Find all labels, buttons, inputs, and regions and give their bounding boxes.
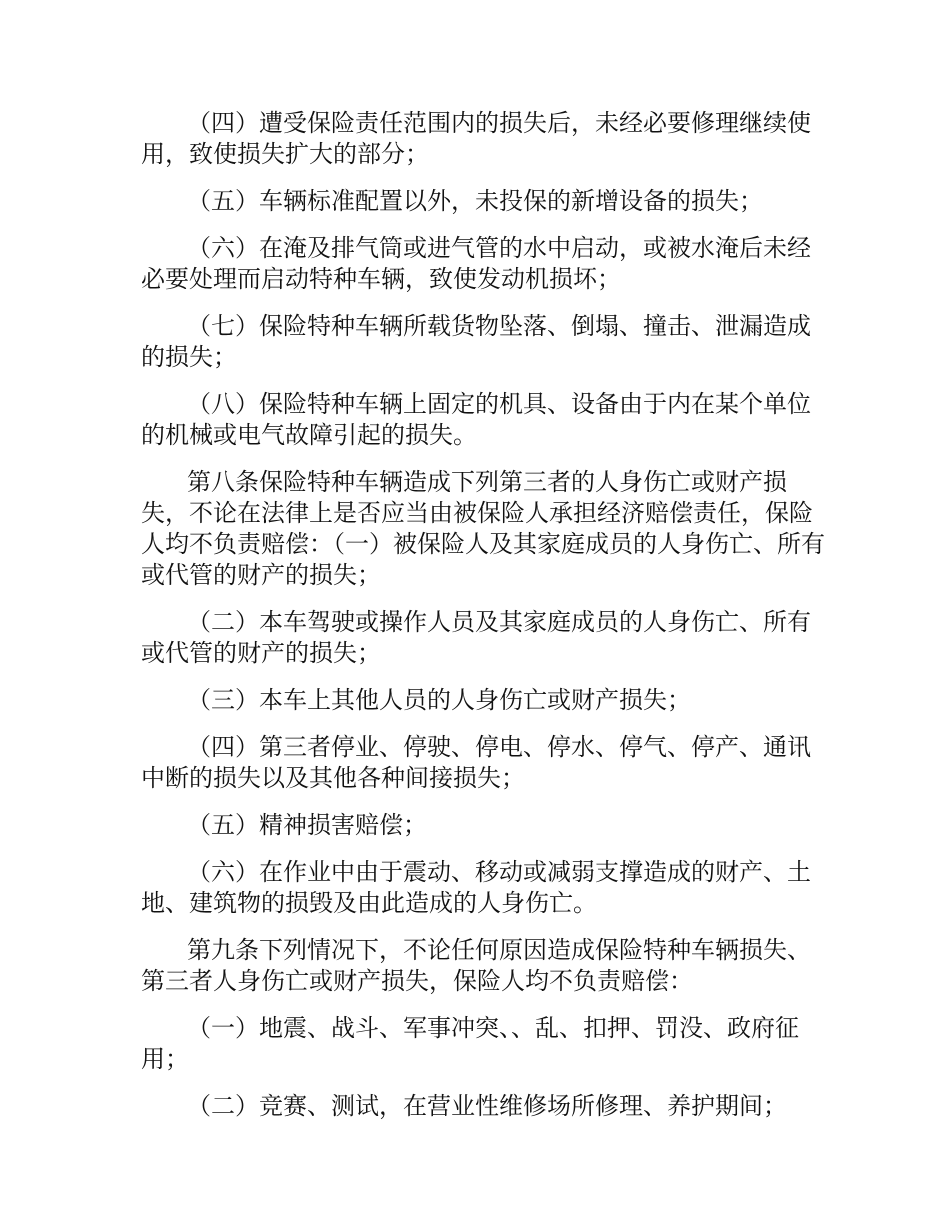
- document-body: [141, 108, 831, 1138]
- paragraph-article-8-item-5: （五）精神损害赔偿；: [187, 811, 427, 839]
- paragraph-article-8-item-4: （四）第三者停业、停驶、停电、停水、停气、停产、通讯中断的损失以及其他各种间接损失；: [141, 733, 811, 792]
- paragraph-article-8-item-3: （三）本车上其他人员的人身伤亡或财产损失；: [187, 686, 691, 714]
- paragraph-article-9: 第九条下列情况下，不论任何原因造成保险特种车辆损失、第三者人身伤亡或财产损失，保险人均不负责赔偿：: [141, 936, 811, 995]
- paragraph-exclusion-4: （四）遭受保险责任范围内的损失后，未经必要修理继续使用，致使损失扩大的部分；: [141, 109, 811, 168]
- paragraph-article-9-item-1: （一）地震、战斗、军事冲突、、乱、扣押、罚没、政府征用；: [141, 1014, 799, 1073]
- paragraph-article-9-item-2: （二）竞赛、测试，在营业性维修场所修理、养护期间；: [187, 1092, 787, 1120]
- paragraph-exclusion-8: （八）保险特种车辆上固定的机具、设备由于内在某个单位的机械或电气故障引起的损失。: [141, 390, 811, 449]
- paragraph-article-8-item-6: （六）在作业中由于震动、移动或减弱支撑造成的财产、土地、建筑物的损毁及由此造成的人身伤亡。: [141, 858, 811, 917]
- paragraph-exclusion-6: （六）在淹及排气筒或进气管的水中启动，或被水淹后未经必要处理而启动特种车辆，致使发动机损坏；: [141, 234, 811, 293]
- paragraph-exclusion-5: （五）车辆标准配置以外，未投保的新增设备的损失；: [187, 187, 763, 215]
- paragraph-exclusion-7: （七）保险特种车辆所载货物坠落、倒塌、撞击、泄漏造成的损失；: [141, 312, 811, 371]
- paragraph-article-8-item-2: （二）本车驾驶或操作人员及其家庭成员的人身伤亡、所有或代管的财产的损失；: [141, 608, 811, 667]
- paragraph-article-8: 第八条保险特种车辆造成下列第三者的人身伤亡或财产损失，不论在法律上是否应当由被保险人承担经济赔偿责任，保险人均不负责赔偿：（一）被保险人及其家庭成员的人身伤亡、所有或代管的财产的损失；: [141, 468, 825, 589]
